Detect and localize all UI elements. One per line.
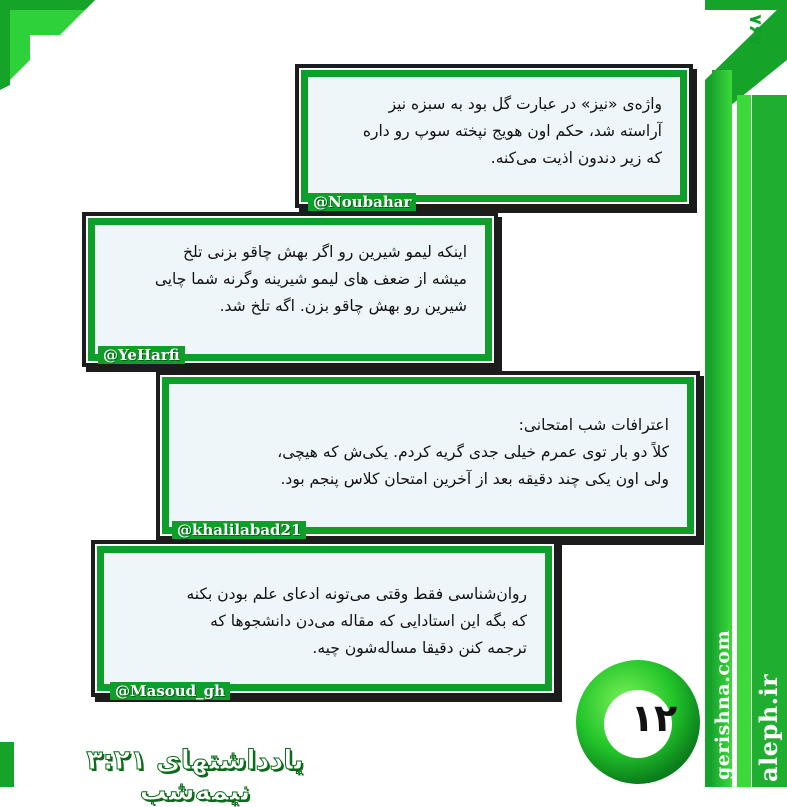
note-text: اعترافات شب امتحانی: کلاً دو بار توی عمرم خیلی جدی گریه کردم. یکی‌ش که هیچی، ولی اون یکی چند دقیقه بعد از آخرین امتحان کلاس پنجم بود. — [277, 416, 669, 488]
corner-bracket-icon — [0, 0, 95, 90]
author-handle[interactable]: @YeHarfi — [98, 346, 185, 364]
author-handle[interactable]: @khalilabad21 — [172, 521, 306, 539]
footer-left-tab — [0, 742, 14, 787]
footer-title: یادداشتهای ۳:۲۱ نیمه‌شب — [86, 745, 304, 807]
note-card-2 — [88, 218, 492, 361]
author-handle[interactable]: @Noubahar — [308, 193, 416, 211]
note-text: اینکه لیمو شیرین رو اگر بهش چاقو بزنی تلخ میشه از ضعف های لیمو شیرینه وگرنه شما چایی شیرین رو بهش چاقو بزن. اگه تلخ شد. — [154, 243, 467, 315]
note-text: روان‌شناسی فقط وقتی می‌تونه ادعای علم بودن بکنه که بگه این استادایی که مقاله می‌دن دانشجوها که ترجمه کنن دقیقا مساله‌شون چیه. — [186, 585, 527, 657]
author-handle[interactable]: @Masoud_gh — [110, 682, 230, 700]
note-card-1 — [301, 70, 687, 202]
right-bar-inner — [737, 95, 751, 787]
site-link-aleph[interactable]: aleph.ir — [754, 673, 783, 782]
note-card-3 — [162, 377, 694, 534]
ball-number: ۱۲ — [630, 696, 678, 740]
page-number: ۷۶۷ — [745, 14, 765, 46]
site-link-gerishna[interactable]: gerishna.com — [712, 629, 734, 780]
note-card-4 — [97, 546, 552, 691]
top-right-border — [705, 0, 787, 10]
note-text: واژه‌ی «نیز» در عبارت گل بود به سبزه نیز آراسته شد، حکم اون هویج نپخته سوپ رو داره که زیر دندون اذیت می‌کنه. — [362, 95, 662, 167]
